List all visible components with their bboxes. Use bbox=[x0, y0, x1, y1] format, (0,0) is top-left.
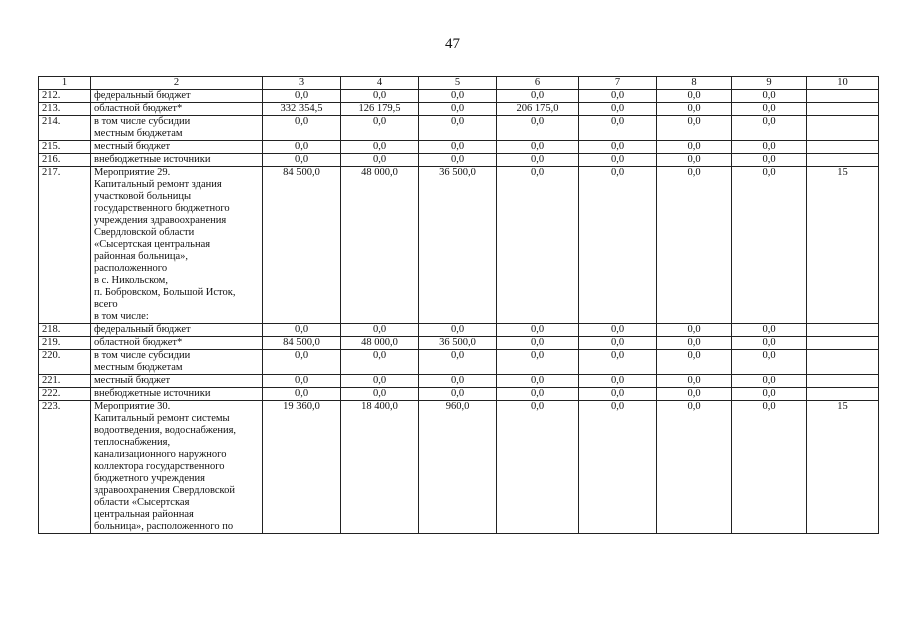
value-cell: 0,0 bbox=[579, 401, 657, 534]
row-description bbox=[91, 401, 263, 534]
description-line: Мероприятие 30. bbox=[94, 401, 171, 412]
value-cell: 126 179,5 bbox=[341, 103, 419, 116]
value-cell: 0,0 bbox=[579, 167, 657, 324]
value-cell: 0,0 bbox=[263, 388, 341, 401]
value-cell: 0,0 bbox=[341, 90, 419, 103]
header-cell: 5 bbox=[419, 77, 497, 90]
value-cell: 0,0 bbox=[497, 90, 579, 103]
row-description bbox=[91, 324, 263, 337]
description-line: местный бюджет bbox=[94, 141, 171, 152]
value-cell: 0,0 bbox=[419, 154, 497, 167]
value-cell: 84 500,0 bbox=[263, 337, 341, 350]
value-cell: 0,0 bbox=[579, 375, 657, 388]
value-cell: 0,0 bbox=[497, 154, 579, 167]
value-cell: 18 400,0 bbox=[341, 401, 419, 534]
description-line: федеральный бюджет bbox=[94, 324, 191, 335]
description-line: водоотведения, водоснабжения, bbox=[94, 425, 237, 436]
page-number: 47 bbox=[445, 36, 460, 52]
reference-cell: 15 bbox=[807, 167, 879, 324]
reference-cell: 15 bbox=[807, 401, 879, 534]
description-line: внебюджетные источники bbox=[94, 154, 211, 165]
reference-cell bbox=[807, 350, 879, 375]
description-line: Капитальный ремонт системы bbox=[94, 413, 230, 424]
row-number: 222. bbox=[39, 388, 91, 401]
value-cell: 0,0 bbox=[657, 90, 732, 103]
reference-cell bbox=[807, 324, 879, 337]
value-cell: 0,0 bbox=[657, 337, 732, 350]
row-description bbox=[91, 388, 263, 401]
description-line: государственного бюджетного bbox=[94, 203, 230, 214]
row-number: 217. bbox=[39, 167, 91, 324]
row-description bbox=[91, 337, 263, 350]
description-line: местным бюджетам bbox=[94, 128, 183, 139]
reference-cell bbox=[807, 337, 879, 350]
value-cell: 0,0 bbox=[497, 141, 579, 154]
budget-table bbox=[38, 76, 879, 534]
row-number: 212. bbox=[39, 90, 91, 103]
value-cell: 0,0 bbox=[419, 388, 497, 401]
description-line: Капитальный ремонт здания bbox=[94, 179, 222, 190]
reference-cell bbox=[807, 141, 879, 154]
value-cell: 0,0 bbox=[732, 154, 807, 167]
value-cell: 48 000,0 bbox=[341, 167, 419, 324]
value-cell: 0,0 bbox=[579, 154, 657, 167]
value-cell: 0,0 bbox=[657, 103, 732, 116]
row-number: 215. bbox=[39, 141, 91, 154]
row-number: 218. bbox=[39, 324, 91, 337]
description-line: п. Бобровском, Большой Исток, bbox=[94, 287, 236, 298]
reference-cell bbox=[807, 375, 879, 388]
value-cell: 0,0 bbox=[341, 350, 419, 375]
description-line: больница», расположенного по bbox=[94, 521, 234, 532]
description-line: местный бюджет bbox=[94, 375, 171, 386]
row-description bbox=[91, 167, 263, 324]
value-cell: 84 500,0 bbox=[263, 167, 341, 324]
value-cell: 0,0 bbox=[263, 324, 341, 337]
value-cell: 0,0 bbox=[732, 324, 807, 337]
value-cell: 0,0 bbox=[732, 401, 807, 534]
description-line: местным бюджетам bbox=[94, 362, 183, 373]
header-cell: 10 bbox=[807, 77, 879, 90]
reference-cell bbox=[807, 116, 879, 141]
value-cell: 0,0 bbox=[579, 90, 657, 103]
reference-cell bbox=[807, 103, 879, 116]
row-number: 221. bbox=[39, 375, 91, 388]
value-cell: 36 500,0 bbox=[419, 337, 497, 350]
value-cell: 0,0 bbox=[263, 90, 341, 103]
description-line: участковой больницы bbox=[94, 191, 192, 202]
row-description bbox=[91, 90, 263, 103]
value-cell: 960,0 bbox=[419, 401, 497, 534]
row-description bbox=[91, 116, 263, 141]
description-line: федеральный бюджет bbox=[94, 90, 191, 101]
value-cell: 0,0 bbox=[657, 141, 732, 154]
description-line: всего bbox=[94, 299, 118, 310]
value-cell: 0,0 bbox=[497, 337, 579, 350]
value-cell: 0,0 bbox=[341, 116, 419, 141]
table-row bbox=[39, 388, 879, 401]
value-cell: 0,0 bbox=[419, 350, 497, 375]
table-row bbox=[39, 401, 879, 534]
value-cell: 0,0 bbox=[732, 90, 807, 103]
value-cell: 0,0 bbox=[497, 401, 579, 534]
value-cell: 0,0 bbox=[657, 116, 732, 141]
value-cell: 0,0 bbox=[263, 116, 341, 141]
value-cell: 0,0 bbox=[419, 90, 497, 103]
value-cell: 0,0 bbox=[732, 116, 807, 141]
row-description bbox=[91, 375, 263, 388]
value-cell: 0,0 bbox=[657, 324, 732, 337]
description-line: бюджетного учреждения bbox=[94, 473, 205, 484]
table-row bbox=[39, 116, 879, 141]
value-cell: 0,0 bbox=[732, 375, 807, 388]
description-line: в с. Никольском, bbox=[94, 275, 168, 286]
value-cell: 0,0 bbox=[732, 167, 807, 324]
row-number: 219. bbox=[39, 337, 91, 350]
value-cell: 332 354,5 bbox=[263, 103, 341, 116]
header-cell: 2 bbox=[91, 77, 263, 90]
description-line: в том числе субсидии bbox=[94, 116, 191, 127]
row-description bbox=[91, 141, 263, 154]
value-cell: 0,0 bbox=[657, 167, 732, 324]
table-row bbox=[39, 167, 879, 324]
description-line: канализационного наружного bbox=[94, 449, 227, 460]
value-cell: 0,0 bbox=[497, 375, 579, 388]
value-cell: 0,0 bbox=[657, 388, 732, 401]
row-number: 220. bbox=[39, 350, 91, 375]
table-row bbox=[39, 337, 879, 350]
table-row bbox=[39, 154, 879, 167]
value-cell: 0,0 bbox=[419, 324, 497, 337]
row-number: 214. bbox=[39, 116, 91, 141]
description-line: в том числе: bbox=[94, 311, 149, 322]
reference-cell bbox=[807, 388, 879, 401]
value-cell: 19 360,0 bbox=[263, 401, 341, 534]
value-cell: 0,0 bbox=[657, 154, 732, 167]
description-line: областной бюджет* bbox=[94, 103, 183, 114]
row-description bbox=[91, 154, 263, 167]
description-line: коллектора государственного bbox=[94, 461, 225, 472]
value-cell: 0,0 bbox=[341, 324, 419, 337]
reference-cell bbox=[807, 90, 879, 103]
value-cell: 0,0 bbox=[732, 350, 807, 375]
description-line: центральная районная bbox=[94, 509, 194, 520]
header-cell: 3 bbox=[263, 77, 341, 90]
value-cell: 0,0 bbox=[263, 141, 341, 154]
row-description bbox=[91, 350, 263, 375]
value-cell: 0,0 bbox=[341, 141, 419, 154]
row-description bbox=[91, 103, 263, 116]
description-line: расположенного bbox=[94, 263, 168, 274]
value-cell: 36 500,0 bbox=[419, 167, 497, 324]
table-row bbox=[39, 375, 879, 388]
value-cell: 0,0 bbox=[579, 116, 657, 141]
header-cell: 4 bbox=[341, 77, 419, 90]
header-cell: 7 bbox=[579, 77, 657, 90]
header-cell: 9 bbox=[732, 77, 807, 90]
value-cell: 0,0 bbox=[579, 350, 657, 375]
row-number: 216. bbox=[39, 154, 91, 167]
value-cell: 0,0 bbox=[497, 388, 579, 401]
description-line: Свердловской области bbox=[94, 227, 195, 238]
value-cell: 0,0 bbox=[657, 401, 732, 534]
value-cell: 0,0 bbox=[497, 324, 579, 337]
value-cell: 48 000,0 bbox=[341, 337, 419, 350]
description-line: Мероприятие 29. bbox=[94, 167, 171, 178]
value-cell: 0,0 bbox=[732, 141, 807, 154]
description-line: области «Сысертская bbox=[94, 497, 190, 508]
value-cell: 0,0 bbox=[579, 337, 657, 350]
description-line: учреждения здравоохранения bbox=[94, 215, 227, 226]
value-cell: 0,0 bbox=[497, 350, 579, 375]
description-line: в том числе субсидии bbox=[94, 350, 191, 361]
value-cell: 0,0 bbox=[579, 103, 657, 116]
description-line: внебюджетные источники bbox=[94, 388, 211, 399]
value-cell: 0,0 bbox=[579, 388, 657, 401]
value-cell: 0,0 bbox=[263, 350, 341, 375]
value-cell: 0,0 bbox=[497, 167, 579, 324]
table-header-row bbox=[39, 77, 879, 90]
header-cell: 1 bbox=[39, 77, 91, 90]
reference-cell bbox=[807, 154, 879, 167]
value-cell: 0,0 bbox=[497, 116, 579, 141]
header-cell: 8 bbox=[657, 77, 732, 90]
value-cell: 0,0 bbox=[419, 375, 497, 388]
value-cell: 0,0 bbox=[341, 154, 419, 167]
table-row bbox=[39, 324, 879, 337]
value-cell: 0,0 bbox=[732, 337, 807, 350]
value-cell: 0,0 bbox=[419, 116, 497, 141]
row-number: 223. bbox=[39, 401, 91, 534]
value-cell: 0,0 bbox=[341, 375, 419, 388]
value-cell: 0,0 bbox=[263, 375, 341, 388]
value-cell: 0,0 bbox=[419, 103, 497, 116]
description-line: «Сысертская центральная bbox=[94, 239, 211, 250]
table-row bbox=[39, 350, 879, 375]
description-line: областной бюджет* bbox=[94, 337, 183, 348]
value-cell: 0,0 bbox=[732, 388, 807, 401]
value-cell: 0,0 bbox=[263, 154, 341, 167]
description-line: районная больница», bbox=[94, 251, 189, 262]
table-row bbox=[39, 141, 879, 154]
value-cell: 0,0 bbox=[419, 141, 497, 154]
table-row bbox=[39, 90, 879, 103]
value-cell: 0,0 bbox=[732, 103, 807, 116]
value-cell: 206 175,0 bbox=[497, 103, 579, 116]
table-row bbox=[39, 103, 879, 116]
description-line: здравоохранения Свердловской bbox=[94, 485, 235, 496]
header-cell: 6 bbox=[497, 77, 579, 90]
description-line: теплоснабжения, bbox=[94, 437, 171, 448]
row-number: 213. bbox=[39, 103, 91, 116]
value-cell: 0,0 bbox=[579, 141, 657, 154]
value-cell: 0,0 bbox=[657, 375, 732, 388]
value-cell: 0,0 bbox=[579, 324, 657, 337]
value-cell: 0,0 bbox=[341, 388, 419, 401]
value-cell: 0,0 bbox=[657, 350, 732, 375]
